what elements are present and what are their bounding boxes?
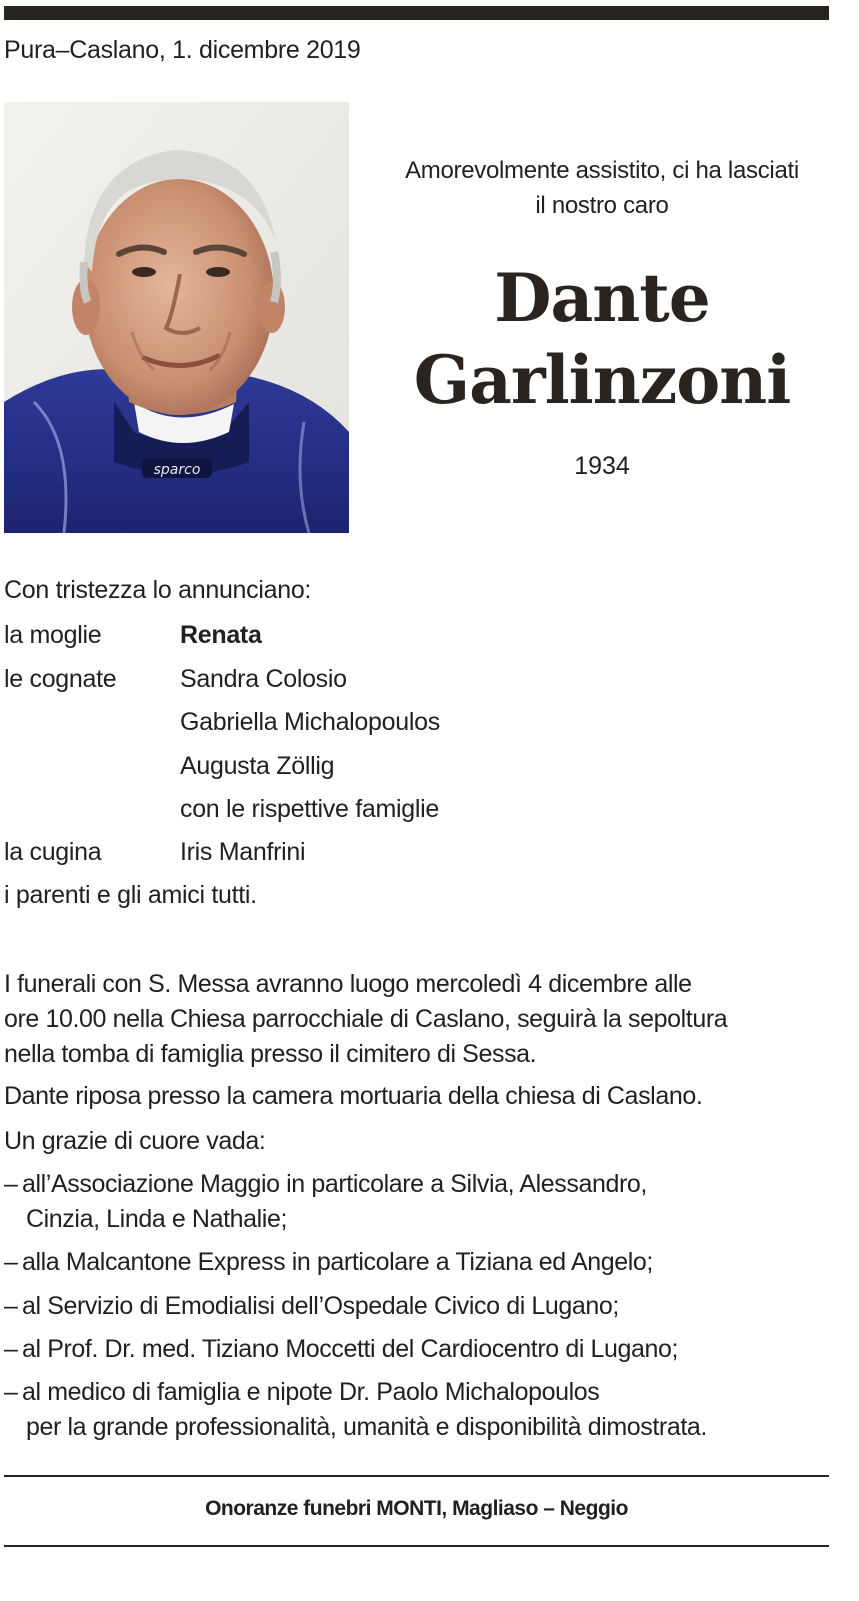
- funeral-line-1: I funerali con S. Messa avranno luogo mercoledì 4 dicembre alle: [4, 970, 692, 998]
- rests-line: Dante riposa presso la camera mortuaria della chiesa di Caslano.: [4, 1082, 703, 1110]
- footer-rule-bottom: [4, 1545, 829, 1547]
- thanks-line: all’Associazione Maggio in particolare a Silvia, Alessandro,: [22, 1170, 647, 1198]
- bullet-dash: –: [4, 1248, 18, 1276]
- family-relation: la cugina: [4, 838, 102, 866]
- thanks-line: al Servizio di Emodialisi dell’Ospedale Civico di Lugano;: [22, 1292, 619, 1320]
- thanks-intro: Un grazie di cuore vada:: [4, 1127, 266, 1155]
- deceased-photo: [4, 102, 349, 533]
- thanks-line-cont: per la grande professionalità, umanità e disponibilità dimostrata.: [26, 1413, 707, 1441]
- thanks-line-cont: Cinzia, Linda e Nathalie;: [26, 1205, 287, 1233]
- thanks-item: [4, 1375, 834, 1445]
- funeral-line-3: nella tomba di famiglia presso il cimitero di Sessa.: [4, 1040, 537, 1068]
- family-member: Gabriella Michalopoulos: [180, 708, 440, 736]
- family-relation: le cognate: [4, 665, 117, 693]
- family-member: Sandra Colosio: [180, 665, 347, 693]
- family-member: Iris Manfrini: [180, 838, 306, 866]
- family-member: Augusta Zöllig: [180, 752, 335, 780]
- intro-line-2: il nostro caro: [535, 192, 669, 219]
- thanks-line: alla Malcantone Express in particolare a Tiziana ed Angelo;: [22, 1248, 653, 1276]
- closing-line: i parenti e gli amici tutti.: [4, 881, 257, 909]
- top-rule: [4, 6, 829, 20]
- thanks-item: [4, 1245, 834, 1280]
- family-member: Renata: [180, 621, 262, 649]
- funeral-line-2: ore 10.00 nella Chiesa parrocchiale di Caslano, seguirà la sepoltura: [4, 1005, 728, 1033]
- birth-year: 1934: [574, 452, 630, 480]
- funeral-home: Onoranze funebri MONTI, Magliaso – Neggio: [205, 1497, 628, 1520]
- bullet-dash: –: [4, 1292, 18, 1320]
- family-relation: la moglie: [4, 621, 102, 649]
- dateline: Pura–Caslano, 1. dicembre 2019: [4, 36, 361, 64]
- deceased-first-name: Dante: [494, 259, 710, 337]
- thanks-item: [4, 1332, 834, 1367]
- thanks-line: al Prof. Dr. med. Tiziano Moccetti del Cardiocentro di Lugano;: [22, 1335, 679, 1363]
- announcement: Con tristezza lo annunciano:: [4, 576, 312, 604]
- bullet-dash: –: [4, 1335, 18, 1363]
- footer-rule-top: [4, 1475, 829, 1477]
- thanks-line: al medico di famiglia e nipote Dr. Paolo Michalopoulos: [22, 1378, 600, 1406]
- thanks-item: [4, 1289, 834, 1324]
- bullet-dash: –: [4, 1170, 18, 1198]
- deceased-last-name: Garlinzoni: [413, 341, 791, 419]
- thanks-item: [4, 1167, 834, 1237]
- bullet-dash: –: [4, 1378, 18, 1406]
- svg-text:sparco: sparco: [153, 462, 201, 478]
- family-member: con le rispettive famiglie: [180, 795, 439, 823]
- intro-line-1: Amorevolmente assistito, ci ha lasciati: [405, 157, 799, 184]
